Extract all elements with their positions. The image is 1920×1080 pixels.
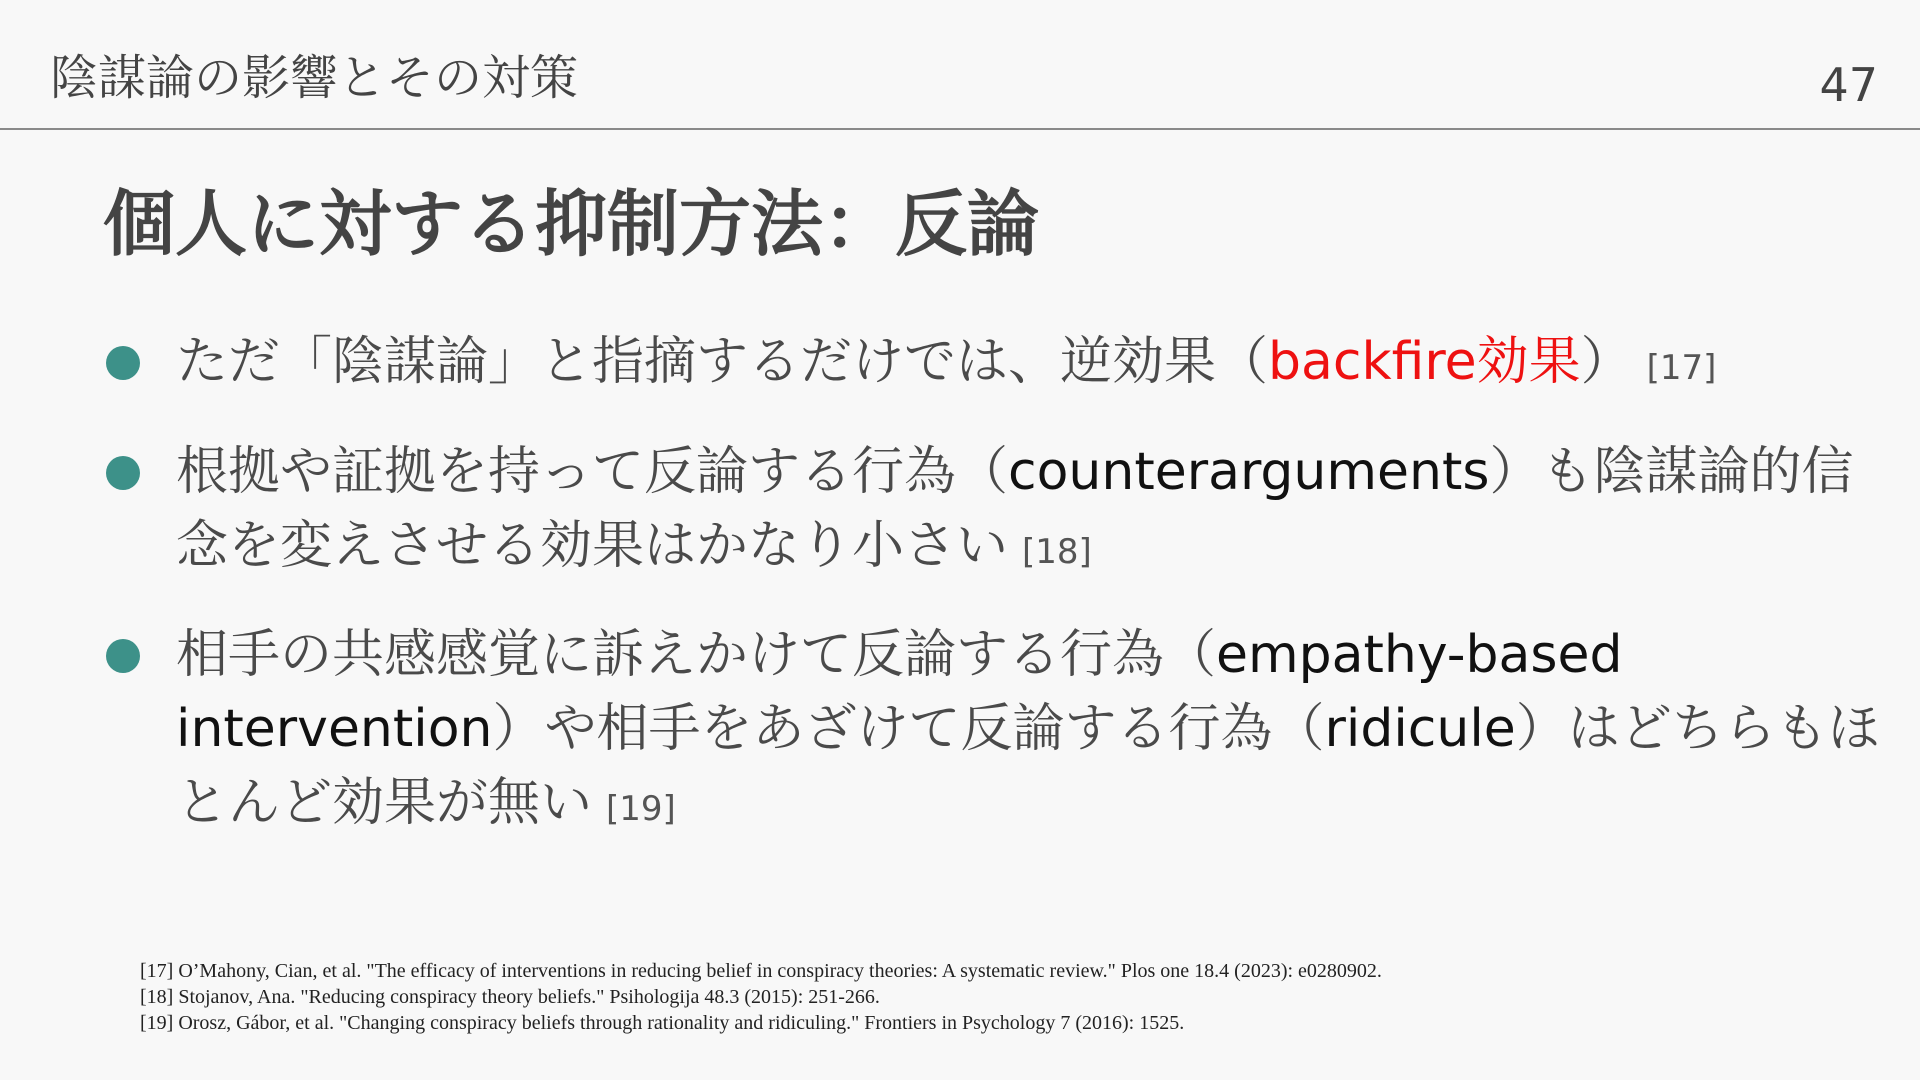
section-title: 陰謀論の影響とその対策	[50, 50, 579, 106]
bullet-text	[176, 435, 1896, 589]
highlight-term: backfire効果	[1268, 332, 1581, 392]
bullet-text-pre: 根拠や証拠を持って反論する行為（	[176, 442, 1009, 502]
citation: [19]	[606, 789, 676, 829]
english-term: empathy-based intervention	[176, 625, 1623, 759]
bullet-dot-icon	[106, 639, 140, 673]
citation: [18]	[1022, 532, 1092, 572]
bullet-text-pre: ただ「陰謀論」と指摘するだけでは、逆効果（	[176, 332, 1269, 392]
bullet-text-post: ）はどちらもほとんど効果が無い	[176, 699, 1880, 833]
bullet-text-pre: 相手の共感感覚に訴えかけて反論する行為（	[176, 625, 1217, 685]
english-term: counterarguments	[1008, 442, 1490, 502]
english-term: ridicule	[1324, 699, 1516, 759]
page-number: 47	[1819, 58, 1878, 112]
bullet-text	[176, 618, 1896, 846]
bullet-dot-icon	[106, 456, 140, 490]
bullet-text-post: ）も陰謀論的信念を変えさせる効果はかなり小さい	[176, 442, 1854, 576]
bullet-text	[176, 325, 1896, 405]
bullet-text-mid: ）や相手をあざけて反論する行為（	[492, 699, 1325, 759]
references	[140, 958, 1382, 1036]
reference-item: [19] Orosz, Gábor, et al. "Changing conspiracy beliefs through rationality and ridiculing." Frontiers in Psychology 7 (2016): 1525.	[140, 1012, 1185, 1034]
slide-title: 個人に対する抑制方法：反論	[103, 182, 1040, 266]
bullet-dot-icon	[106, 346, 140, 380]
bullet-text-post: ）	[1580, 332, 1633, 392]
reference-item: [18] Stojanov, Ana. "Reducing conspiracy theory beliefs." Psihologija 48.3 (2015): 251-266.	[140, 986, 880, 1008]
citation: [17]	[1646, 348, 1717, 388]
slide-header	[0, 0, 1920, 130]
reference-item: [17] O’Mahony, Cian, et al. "The efficacy of interventions in reducing belief in conspiracy theories: A systematic review." Plos one 18.4 (2023): e0280902.	[140, 960, 1382, 982]
